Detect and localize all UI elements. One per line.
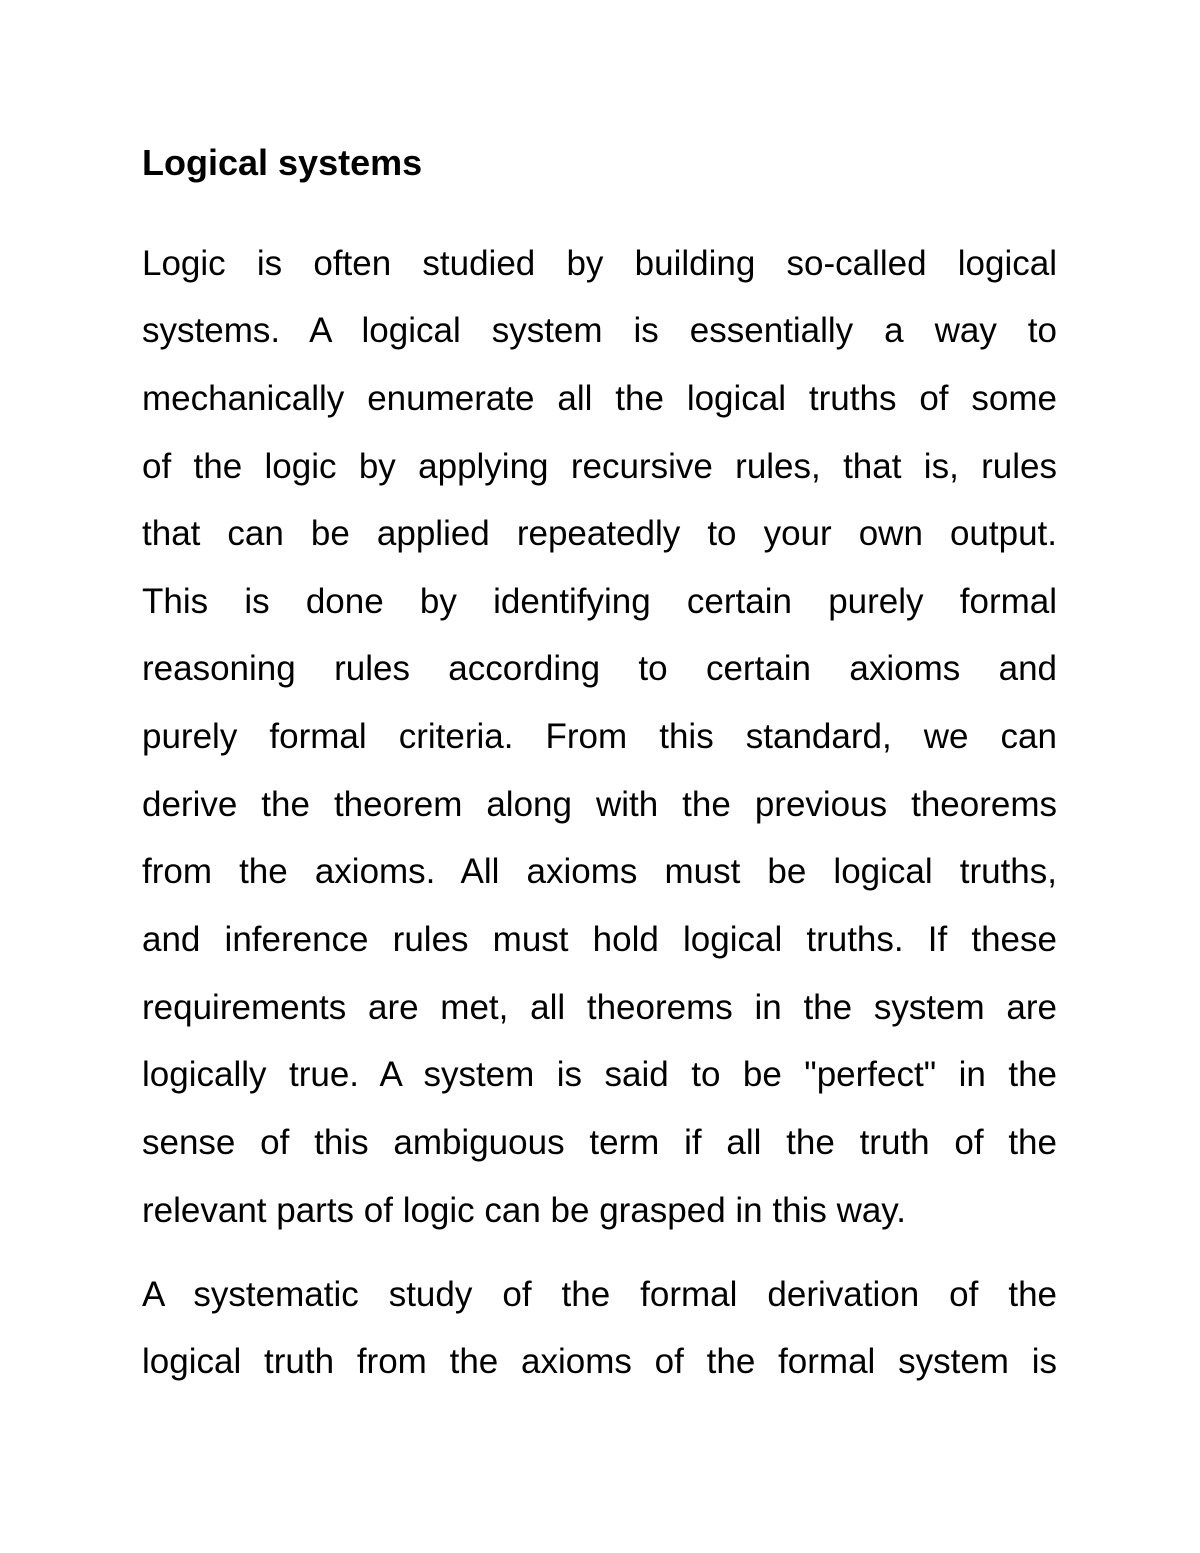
- text-line: Logic is often studied by building so-called logical: [142, 244, 1057, 283]
- text-line: derive the theorem along with the previous theorems: [142, 785, 1057, 824]
- text-line: from the axioms. All axioms must be logical truths,: [142, 852, 1057, 891]
- text-line: This is done by identifying certain purely formal: [142, 582, 1057, 621]
- text-line: of the logic by applying recursive rules, that is, rules: [142, 447, 1057, 486]
- text-line: reasoning rules according to certain axioms and: [142, 649, 1057, 688]
- text-line: systems. A logical system is essentially a way to: [142, 311, 1057, 350]
- text-line: A systematic study of the formal derivation of the: [142, 1275, 1057, 1314]
- text-line: relevant parts of logic can be grasped in this way.: [142, 1191, 906, 1230]
- text-line: sense of this ambiguous term if all the truth of the: [142, 1123, 1057, 1162]
- text-line: that can be applied repeatedly to your own output.: [142, 514, 1057, 553]
- text-line: mechanically enumerate all the logical truths of some: [142, 379, 1057, 418]
- text-line: logically true. A system is said to be "perfect" in the: [142, 1055, 1057, 1094]
- document-title: Logical systems: [142, 142, 423, 183]
- text-line: logical truth from the axioms of the formal system is: [142, 1342, 1057, 1381]
- text-line: requirements are met, all theorems in the system are: [142, 988, 1057, 1027]
- text-line: and inference rules must hold logical truths. If these: [142, 920, 1057, 959]
- text-line: purely formal criteria. From this standard, we can: [142, 717, 1057, 756]
